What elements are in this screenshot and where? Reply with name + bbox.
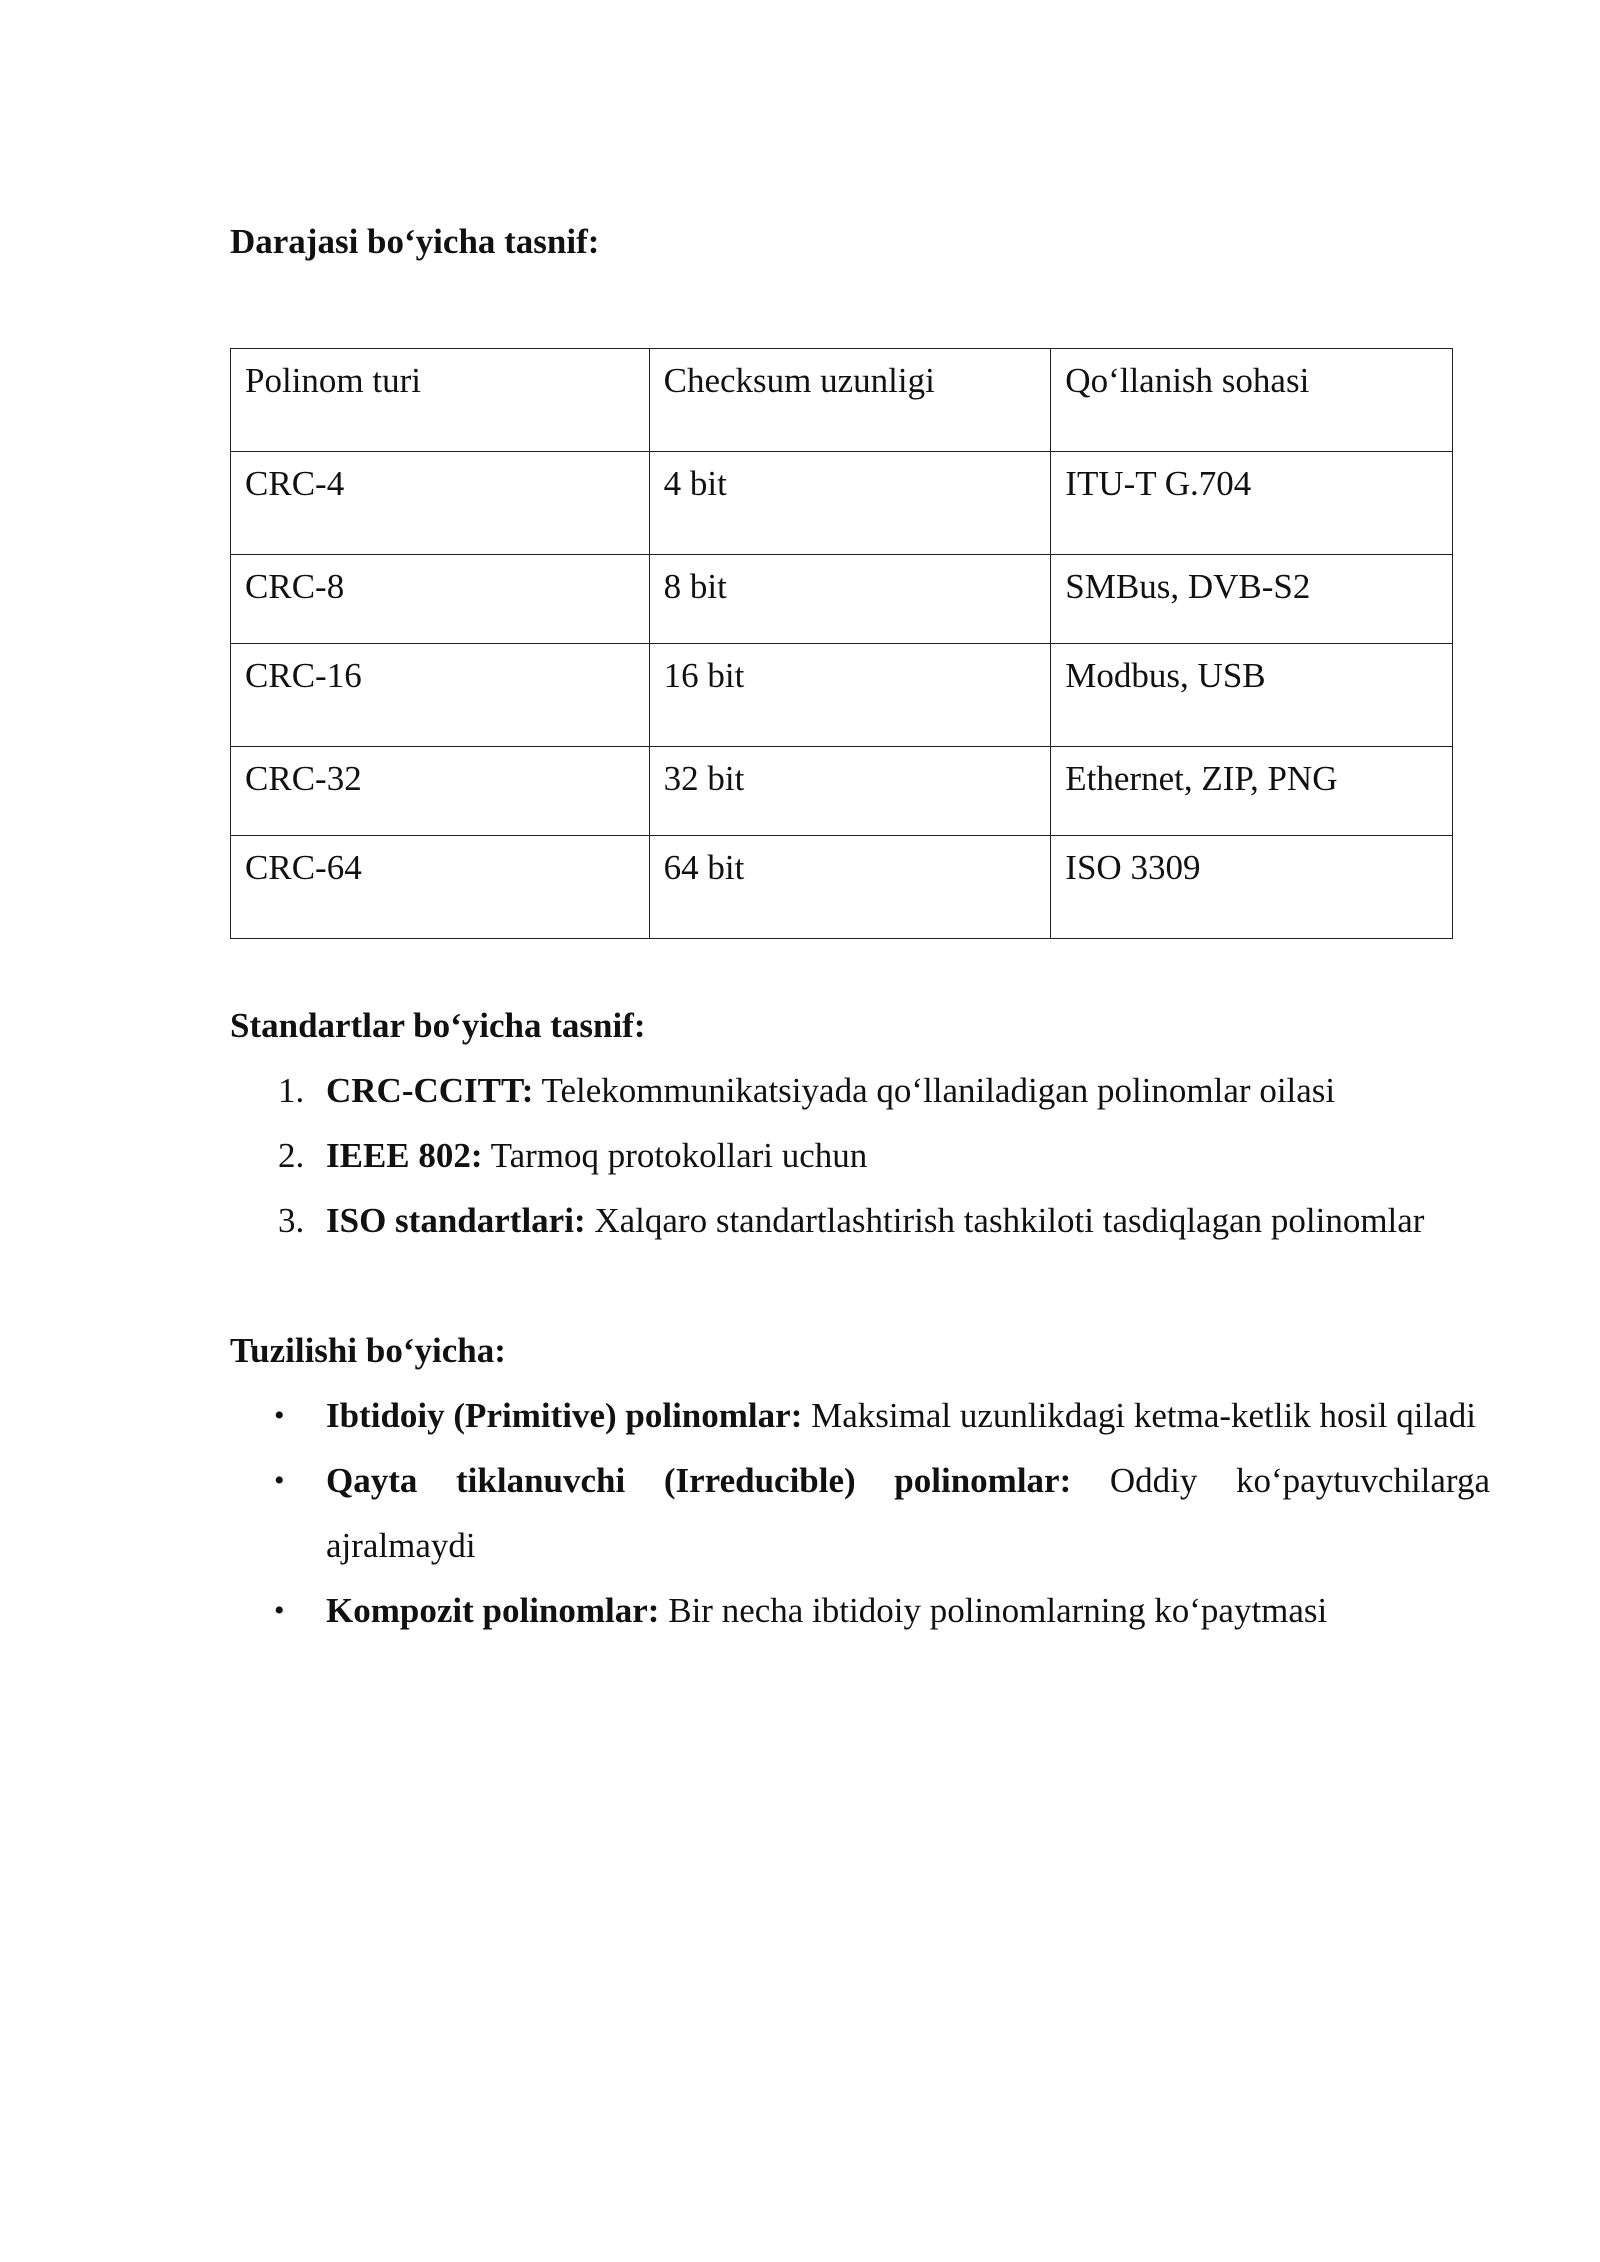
standards-list bbox=[230, 1058, 1490, 1253]
list-item-description: Tarmoq protokollari uchun bbox=[482, 1136, 868, 1175]
table-cell: 8 bit bbox=[649, 555, 1051, 644]
list-item-text bbox=[326, 1188, 1490, 1253]
list-item bbox=[230, 1448, 1490, 1578]
list-item-text bbox=[326, 1383, 1490, 1448]
list-item-text bbox=[326, 1578, 1490, 1643]
list-item-term: CRC-CCITT: bbox=[326, 1071, 534, 1110]
table-cell: CRC-16 bbox=[231, 644, 650, 747]
table-row bbox=[231, 555, 1453, 644]
table-cell: 16 bit bbox=[649, 644, 1051, 747]
list-number: 2. bbox=[278, 1136, 305, 1175]
table-cell: CRC-4 bbox=[231, 452, 650, 555]
list-number: 3. bbox=[278, 1201, 305, 1240]
section-heading-standards: Standartlar bo‘yicha tasnif: bbox=[230, 1006, 646, 1045]
list-item-term: ISO standartlari: bbox=[326, 1201, 586, 1240]
table-cell: ISO 3309 bbox=[1051, 836, 1453, 939]
crc-classification-table bbox=[230, 348, 1453, 939]
table-cell: Modbus, USB bbox=[1051, 644, 1453, 747]
table-row bbox=[231, 644, 1453, 747]
list-item-description: Telekommunikatsiyada qo‘llaniladigan polinomlar oilasi bbox=[533, 1071, 1336, 1110]
table-row bbox=[231, 747, 1453, 836]
list-item-description: Xalqaro standartlashtirish tashkiloti tasdiqlagan polinomlar bbox=[585, 1201, 1425, 1240]
table-header-cell: Qo‘llanish sohasi bbox=[1051, 349, 1453, 452]
table-row bbox=[231, 836, 1453, 939]
table-header-row bbox=[231, 349, 1453, 452]
table-cell: CRC-64 bbox=[231, 836, 650, 939]
bullet-icon: • bbox=[274, 1464, 285, 1497]
list-item-description: Maksimal uzunlikdagi ketma-ketlik hosil qiladi bbox=[802, 1396, 1476, 1435]
list-item-description: Oddiy ko‘paytuvchilarga ajralmaydi bbox=[326, 1461, 1490, 1565]
list-item-term: Ibtidoiy (Primitive) polinomlar: bbox=[326, 1396, 803, 1435]
table-header-cell: Checksum uzunligi bbox=[649, 349, 1051, 452]
table-cell: 4 bit bbox=[649, 452, 1051, 555]
list-item-text bbox=[326, 1058, 1490, 1123]
list-item bbox=[230, 1123, 1490, 1188]
bullet-icon: • bbox=[274, 1399, 285, 1432]
table-cell: SMBus, DVB-S2 bbox=[1051, 555, 1453, 644]
table-cell: ITU-T G.704 bbox=[1051, 452, 1453, 555]
table-cell: CRC-8 bbox=[231, 555, 650, 644]
section-heading-structure: Tuzilishi bo‘yicha: bbox=[230, 1331, 506, 1370]
list-number: 1. bbox=[278, 1071, 305, 1110]
list-item bbox=[230, 1578, 1490, 1643]
bullet-icon: • bbox=[274, 1594, 285, 1627]
list-item bbox=[230, 1058, 1490, 1123]
list-item bbox=[230, 1188, 1490, 1253]
table-cell: 64 bit bbox=[649, 836, 1051, 939]
section-heading-degree: Darajasi bo‘yicha tasnif: bbox=[230, 222, 600, 261]
table-row bbox=[231, 452, 1453, 555]
table-cell: CRC-32 bbox=[231, 747, 650, 836]
list-item bbox=[230, 1383, 1490, 1448]
list-item-text bbox=[326, 1123, 1490, 1188]
list-item-description: Bir necha ibtidoiy polinomlarning ko‘paytmasi bbox=[659, 1591, 1328, 1630]
list-item-term: Qayta tiklanuvchi (Irreducible) polinomlar: bbox=[326, 1461, 1072, 1500]
table-cell: Ethernet, ZIP, PNG bbox=[1051, 747, 1453, 836]
list-item-text bbox=[326, 1448, 1490, 1578]
table-cell: 32 bit bbox=[649, 747, 1051, 836]
structure-list bbox=[230, 1383, 1490, 1643]
list-item-term: Kompozit polinomlar: bbox=[326, 1591, 660, 1630]
table-header-cell: Polinom turi bbox=[231, 349, 650, 452]
list-item-term: IEEE 802: bbox=[326, 1136, 483, 1175]
